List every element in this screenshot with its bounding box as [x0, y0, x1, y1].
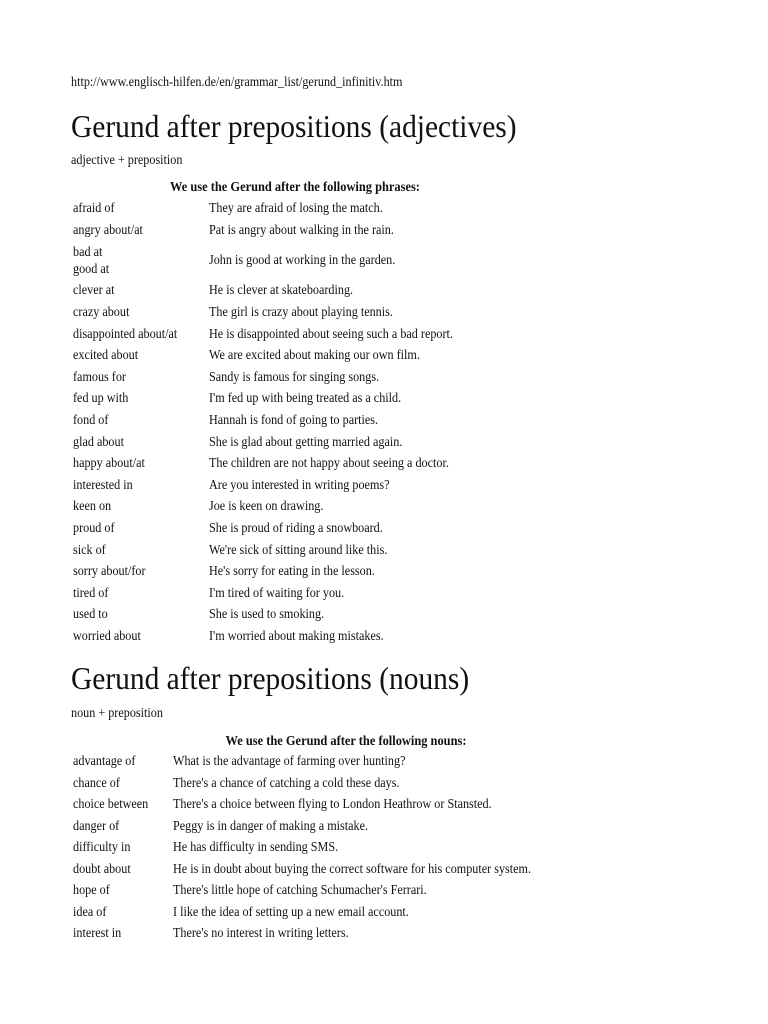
- example-text: I'm fed up with being treated as a child.: [209, 390, 402, 406]
- table-row: [71, 366, 482, 388]
- phrase-text: difficulty in: [73, 839, 131, 855]
- example-cell: [207, 219, 482, 241]
- phrase-cell: [71, 430, 207, 452]
- example-cell: [171, 815, 573, 837]
- example-text: She is proud of riding a snowboard.: [209, 520, 383, 536]
- table-row: [71, 452, 482, 474]
- phrase-text: tired of: [73, 584, 109, 600]
- example-cell: [207, 452, 482, 474]
- table-row: [71, 301, 482, 323]
- phrase-text: disappointed about/at: [73, 325, 178, 341]
- section1-title: Gerund after prepositions (adjectives): [71, 108, 517, 144]
- table-row: [71, 517, 482, 539]
- table-row: [71, 197, 482, 219]
- table-row: [71, 474, 482, 496]
- example-text: I'm tired of waiting for you.: [209, 584, 345, 600]
- section1-subtitle: adjective + preposition: [71, 152, 183, 167]
- phrase-text: advantage of: [73, 753, 136, 769]
- example-cell: [207, 197, 482, 219]
- example-cell: [207, 409, 482, 431]
- table-row: [71, 858, 573, 880]
- table-row: [71, 836, 573, 858]
- phrase-cell: [71, 858, 171, 880]
- phrase-cell: [71, 474, 207, 496]
- phrase-text: interest in: [73, 925, 122, 941]
- example-text: There's a chance of catching a cold these days.: [173, 774, 400, 790]
- example-cell: [171, 772, 573, 794]
- table-row: [71, 625, 482, 647]
- example-cell: [171, 793, 573, 815]
- example-text: We are excited about making our own film.: [209, 347, 420, 363]
- phrase-cell: [71, 582, 207, 604]
- phrase-cell: [71, 793, 171, 815]
- table-row: [71, 387, 482, 409]
- phrase-cell: [71, 538, 207, 560]
- example-cell: [207, 301, 482, 323]
- example-cell: [207, 538, 482, 560]
- section2-title: Gerund after prepositions (nouns): [71, 660, 470, 696]
- phrase-cell: [71, 452, 207, 474]
- phrase-text: worried about: [73, 627, 141, 643]
- example-text: He is disappointed about seeing such a bad report.: [209, 325, 453, 341]
- example-text: He's sorry for eating in the lesson.: [209, 563, 375, 579]
- table-row: [71, 538, 482, 560]
- phrase-text: doubt about: [73, 860, 131, 876]
- phrase-text: afraid of: [73, 200, 115, 216]
- phrase-text: glad about: [73, 433, 124, 449]
- example-cell: [207, 344, 482, 366]
- example-cell: [171, 901, 573, 923]
- phrase-text: keen on: [73, 498, 112, 514]
- phrase-cell: [71, 560, 207, 582]
- phrase-cell: [71, 815, 171, 837]
- table-row: [71, 772, 573, 794]
- example-cell: [207, 322, 482, 344]
- example-cell: [207, 603, 482, 625]
- phrase-cell: [71, 495, 207, 517]
- example-text: Pat is angry about walking in the rain.: [209, 221, 394, 237]
- example-text: There's little hope of catching Schumacher's Ferrari.: [173, 882, 427, 898]
- example-text: She is glad about getting married again.: [209, 433, 403, 449]
- table-row: [71, 582, 482, 604]
- example-text: Are you interested in writing poems?: [209, 476, 390, 492]
- table-row: [71, 815, 573, 837]
- phrase-cell: [71, 603, 207, 625]
- example-text: He is in doubt about buying the correct software for his computer system.: [173, 860, 532, 876]
- table-row: [71, 219, 482, 241]
- phrase-text: excited about: [73, 347, 139, 363]
- phrase-text: sick of: [73, 541, 106, 557]
- phrase-text: sorry about/for: [73, 563, 146, 579]
- phrase-text: fond of: [73, 412, 109, 428]
- example-cell: [171, 750, 573, 772]
- phrase-cell: [71, 772, 171, 794]
- phrase-cell: [71, 922, 171, 944]
- example-cell: [207, 387, 482, 409]
- phrase-cell: [71, 219, 207, 241]
- example-text: John is good at working in the garden.: [209, 252, 396, 268]
- example-text: Sandy is famous for singing songs.: [209, 368, 380, 384]
- table-row: [71, 750, 573, 772]
- example-text: The girl is crazy about playing tennis.: [209, 304, 393, 320]
- phrase-text: used to: [73, 606, 108, 622]
- example-text: I like the idea of setting up a new email account.: [173, 903, 409, 919]
- example-text: The children are not happy about seeing a doctor.: [209, 455, 449, 471]
- example-cell: [207, 474, 482, 496]
- phrase-text: interested in: [73, 476, 133, 492]
- phrase-text: crazy about: [73, 304, 130, 320]
- phrase-cell: [71, 197, 207, 219]
- example-text: He is clever at skateboarding.: [209, 282, 354, 298]
- phrase-cell: [71, 901, 171, 923]
- table-row: [71, 922, 573, 944]
- table-row: [71, 322, 482, 344]
- noun-phrases-table: [71, 750, 573, 944]
- phrase-text: clever at: [73, 282, 115, 298]
- table-row: [71, 495, 482, 517]
- adjective-phrases-table: [71, 197, 482, 646]
- phrase-text: famous for: [73, 368, 126, 384]
- example-cell: [207, 495, 482, 517]
- table-row: [71, 879, 573, 901]
- section2-caption: We use the Gerund after the following nouns:: [225, 733, 467, 748]
- table-row: [71, 603, 482, 625]
- phrase-cell: [71, 517, 207, 539]
- table-row: [71, 430, 482, 452]
- example-text: We're sick of sitting around like this.: [209, 541, 388, 557]
- phrase-cell: [71, 409, 207, 431]
- table-row: [71, 279, 482, 301]
- example-text: Joe is keen on drawing.: [209, 498, 324, 514]
- table-row: [71, 240, 482, 279]
- example-cell: [171, 922, 573, 944]
- table-row: [71, 793, 573, 815]
- phrase-text: hope of: [73, 882, 110, 898]
- phrase-cell: [71, 344, 207, 366]
- example-text: There's a choice between flying to London Heathrow or Stansted.: [173, 796, 492, 812]
- phrase-cell: [71, 879, 171, 901]
- phrase-text: fed up with: [73, 390, 129, 406]
- example-cell: [207, 517, 482, 539]
- table-row: [71, 409, 482, 431]
- example-cell: [171, 836, 573, 858]
- example-text: There's no interest in writing letters.: [173, 925, 349, 941]
- example-cell: [207, 279, 482, 301]
- phrase-text: chance of: [73, 774, 120, 790]
- example-text: Peggy is in danger of making a mistake.: [173, 817, 369, 833]
- example-cell: [207, 560, 482, 582]
- section1-caption: We use the Gerund after the following phrases:: [170, 179, 420, 194]
- phrase-cell: [71, 750, 171, 772]
- phrase-cell: [71, 240, 207, 279]
- example-cell: [207, 240, 482, 279]
- example-text: He has difficulty in sending SMS.: [173, 839, 339, 855]
- phrase-text: proud of: [73, 520, 115, 536]
- phrase-text: danger of: [73, 817, 120, 833]
- example-text: She is used to smoking.: [209, 606, 325, 622]
- phrase-cell: [71, 301, 207, 323]
- table-row: [71, 901, 573, 923]
- phrase-text: idea of: [73, 903, 107, 919]
- phrase-text: choice between: [73, 796, 149, 812]
- phrase-cell: [71, 366, 207, 388]
- source-url[interactable]: http://www.englisch-hilfen.de/en/grammar_list/gerund_infinitiv.htm: [71, 74, 403, 89]
- phrase-text: bad at: [73, 243, 103, 259]
- example-cell: [171, 858, 573, 880]
- phrase-cell: [71, 279, 207, 301]
- table-row: [71, 560, 482, 582]
- phrase-cell: [71, 836, 171, 858]
- phrase-text: angry about/at: [73, 221, 143, 237]
- example-text: What is the advantage of farming over hunting?: [173, 753, 406, 769]
- example-text: Hannah is fond of going to parties.: [209, 412, 379, 428]
- example-cell: [207, 366, 482, 388]
- phrase-text: happy about/at: [73, 455, 145, 471]
- phrase-cell: [71, 322, 207, 344]
- example-cell: [207, 582, 482, 604]
- example-cell: [207, 430, 482, 452]
- phrase-cell: [71, 625, 207, 647]
- table-row: [71, 344, 482, 366]
- example-text: They are afraid of losing the match.: [209, 200, 383, 216]
- phrase-text-secondary: good at: [73, 260, 110, 276]
- example-cell: [207, 625, 482, 647]
- phrase-cell: [71, 387, 207, 409]
- section2-subtitle: noun + preposition: [71, 705, 163, 720]
- example-text: I'm worried about making mistakes.: [209, 627, 384, 643]
- example-cell: [171, 879, 573, 901]
